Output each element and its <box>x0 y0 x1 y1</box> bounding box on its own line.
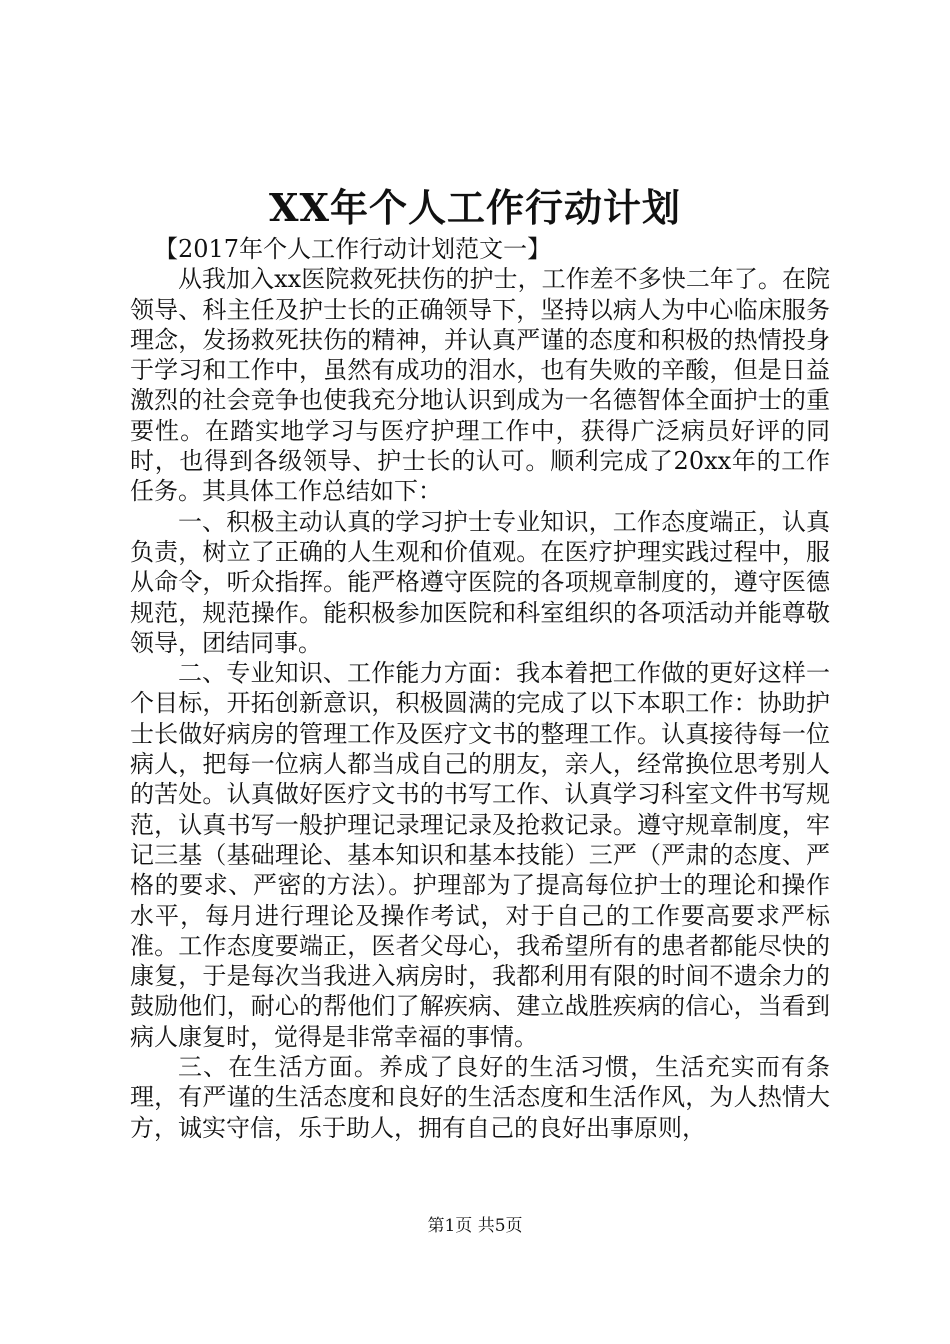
page-footer: 第1页 共5页 <box>427 1216 523 1236</box>
paragraph-section-1: 一、积极主动认真的学习护士专业知识，工作态度端正，认真负责，树立了正确的人生观和价值观。在医疗护理实践过程中，服从命令，听众指挥。能严格遵守医院的各项规章制度的，遵守医德规范，规范操作。能积极参加医院和科室组织的各项活动并能尊敬领导，团结同事。 <box>130 507 830 657</box>
paragraph-section-3: 三、在生活方面。养成了良好的生活习惯，生活充实而有条理，有严谨的生活态度和良好的生活态度和生活作风，为人热情大方，诚实守信，乐于助人，拥有自己的良好出事原则， <box>130 1053 830 1142</box>
paragraph-section-2: 二、专业知识、工作能力方面：我本着把工作做的更好这样一个目标，开拓创新意识，积极圆满的完成了以下本职工作：协助护士长做好病房的管理工作及医疗文书的整理工作。认真接待每一位病人，把每一位病人都当成自己的朋友，亲人，经常换位思考别人的苦处。认真做好医疗文书的书写工作、认真学习科室文件书写规范，认真书写一般护理记录理记录及抢救记录。遵守规章制度，牢记三基（基础理论、基本知识和基本技能）三严（严肃的态度、严格的要求、严密的方法）。护理部为了提高每位护士的理论和操作水平，每月进行理论及操作考试，对于自己的工作要高要求严标准。工作态度要端正，医者父母心，我希望所有的患者都能尽快的康复，于是每次当我进入病房时，我都利用有限的时间不遗余力的鼓励他们，耐心的帮他们了解疾病、建立战胜疾病的信心，当看到病人康复时，觉得是非常幸福的事情。 <box>130 659 830 1051</box>
paragraph-intro: 从我加入xx医院救死扶伤的护士，工作差不多快二年了。在院领导、科主任及护士长的正确领导下，坚持以病人为中心临床服务理念，发扬救死扶伤的精神，并认真严谨的态度和积极的热情投身于学习和工作中，虽然有成功的泪水，也有失败的辛酸，但是日益激烈的社会竞争也使我充分地认识到成为一名德智体全面护士的重要性。在踏实地学习与医疗护理工作中，获得广泛病员好评的同时，也得到各级领导、护士长的认可。顺利完成了20xx年的工作任务。其具体工作总结如下： <box>130 265 830 506</box>
section-subheading: 【2017年个人工作行动计划范文一】 <box>154 235 552 263</box>
page-title: XX年个人工作行动计划 <box>269 185 681 230</box>
document-body <box>130 234 830 1143</box>
